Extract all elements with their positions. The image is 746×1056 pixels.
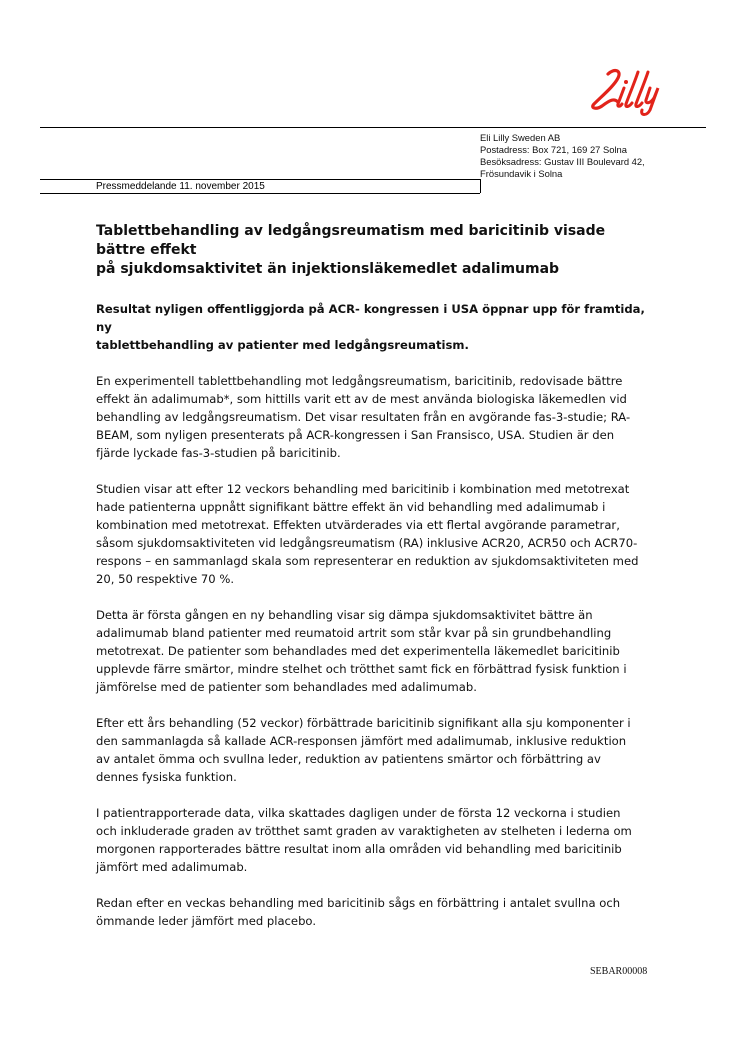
text-line: Redan efter en veckas behandling med baricitinib sågs en förbättring i antalet svullna och xyxy=(96,896,621,910)
text-line: behandling av ledgångsreumatism. Det visar resultaten från en avgörande fas-3-studie; RA- xyxy=(96,410,631,424)
paragraph-2 xyxy=(96,480,656,588)
company-name: Eli Lilly Sweden AB xyxy=(480,132,561,143)
text-line: I patientrapporterade data, vilka skattades dagligen under de första 12 veckorna i studien xyxy=(96,806,621,820)
paragraph-3 xyxy=(96,606,656,696)
text-line: hade patienterna uppnått signifikant bättre effekt än vid behandling med adalimumab i xyxy=(96,500,606,514)
date-divider-bottom xyxy=(40,193,480,194)
text-line: jämförelse med de patienter som behandlades med adalimumab. xyxy=(96,680,477,694)
text-line: adalimumab bland patienter med reumatoid artrit som står kvar på sin grundbehandling xyxy=(96,626,612,640)
text-line: såsom sjukdomsaktiviteten vid ledgångsreumatism (RA) inklusive ACR20, ACR50 och ACR70- xyxy=(96,536,638,550)
lilly-logo xyxy=(584,66,684,116)
text-line: jämfört med adalimumab. xyxy=(96,860,248,874)
text-line: En experimentell tablettbehandling mot ledgångsreumatism, baricitinib, redovisade bättre xyxy=(96,374,623,388)
title-line: Tablettbehandling av ledgångsreumatism med baricitinib visade bättre effekt xyxy=(96,223,606,258)
subtitle-line: Resultat nyligen offentliggjorda på ACR- kongressen i USA öppnar upp för framtida, ny xyxy=(96,302,645,334)
header-divider xyxy=(40,127,706,128)
visit-address-line1: Besöksadress: Gustav III Boulevard 42, xyxy=(480,156,645,167)
paragraph-5 xyxy=(96,804,656,876)
postal-address: Postadress: Box 721, 169 27 Solna xyxy=(480,144,627,155)
text-line: dennes fysiska funktion. xyxy=(96,770,237,784)
press-release-date: Pressmeddelande 11. november 2015 xyxy=(96,181,265,192)
text-line: effekt än adalimumab*, som hittills varit ett av de mest använda biologiska läkemedlen vid xyxy=(96,392,627,406)
text-line: ömmande leder jämfört med placebo. xyxy=(96,914,316,928)
company-address xyxy=(480,132,710,180)
article-body xyxy=(96,222,656,930)
text-line: metotrexat. De patienter som behandlades med det experimentella läkemedlet baricitinib xyxy=(96,644,620,658)
text-line: och inkluderade graden av trötthet samt graden av varaktigheten av stelheten i lederna om xyxy=(96,824,632,838)
text-line: Detta är första gången en ny behandling visar sig dämpa sjukdomsaktivitet bättre än xyxy=(96,608,593,622)
paragraph-4 xyxy=(96,714,656,786)
text-line: BEAM, som nyligen presenterats på ACR-kongressen i San Fransisco, USA. Studien är den xyxy=(96,428,615,442)
subtitle-line: tablettbehandling av patienter med ledgångsreumatism. xyxy=(96,338,469,352)
text-line: av antalet ömma och svullna leder, reduktion av patientens smärtor och förbättring av xyxy=(96,752,601,766)
article-title xyxy=(96,222,656,279)
text-line: respons – en sammanlagd skala som representerar en reduktion av sjukdomsaktiviteten med xyxy=(96,554,639,568)
text-line: fjärde lyckade fas-3-studien på baricitinib. xyxy=(96,446,341,460)
lilly-logo-mark xyxy=(584,66,684,116)
document-code: SEBAR00008 xyxy=(590,966,648,977)
paragraph-1 xyxy=(96,372,656,462)
text-line: den sammanlagda så kallade ACR-responsen jämfört med adalimumab, inklusive reduktion xyxy=(96,734,627,748)
visit-address-line2: Frösundavik i Solna xyxy=(480,168,563,179)
text-line: upplevde färre smärtor, mindre stelhet och trötthet samt fick en förbättrad fysisk funktion i xyxy=(96,662,627,676)
date-divider-vertical xyxy=(480,179,481,193)
text-line: morgonen rapporterades bättre resultat inom alla områden vid behandling med baricitinib xyxy=(96,842,622,856)
text-line: 20, 50 respektive 70 %. xyxy=(96,572,235,586)
paragraph-6 xyxy=(96,894,656,930)
text-line: Efter ett års behandling (52 veckor) förbättrade baricitinib signifikant alla sju komponenter i xyxy=(96,716,631,730)
text-line: Studien visar att efter 12 veckors behandling med baricitinib i kombination med metotrexat xyxy=(96,482,630,496)
article-subtitle xyxy=(96,300,656,354)
title-line: på sjukdomsaktivitet än injektionsläkemedlet adalimumab xyxy=(96,261,560,277)
text-line: kombination med metotrexat. Effekten utvärderades via ett flertal avgörande parametrar, xyxy=(96,518,620,532)
